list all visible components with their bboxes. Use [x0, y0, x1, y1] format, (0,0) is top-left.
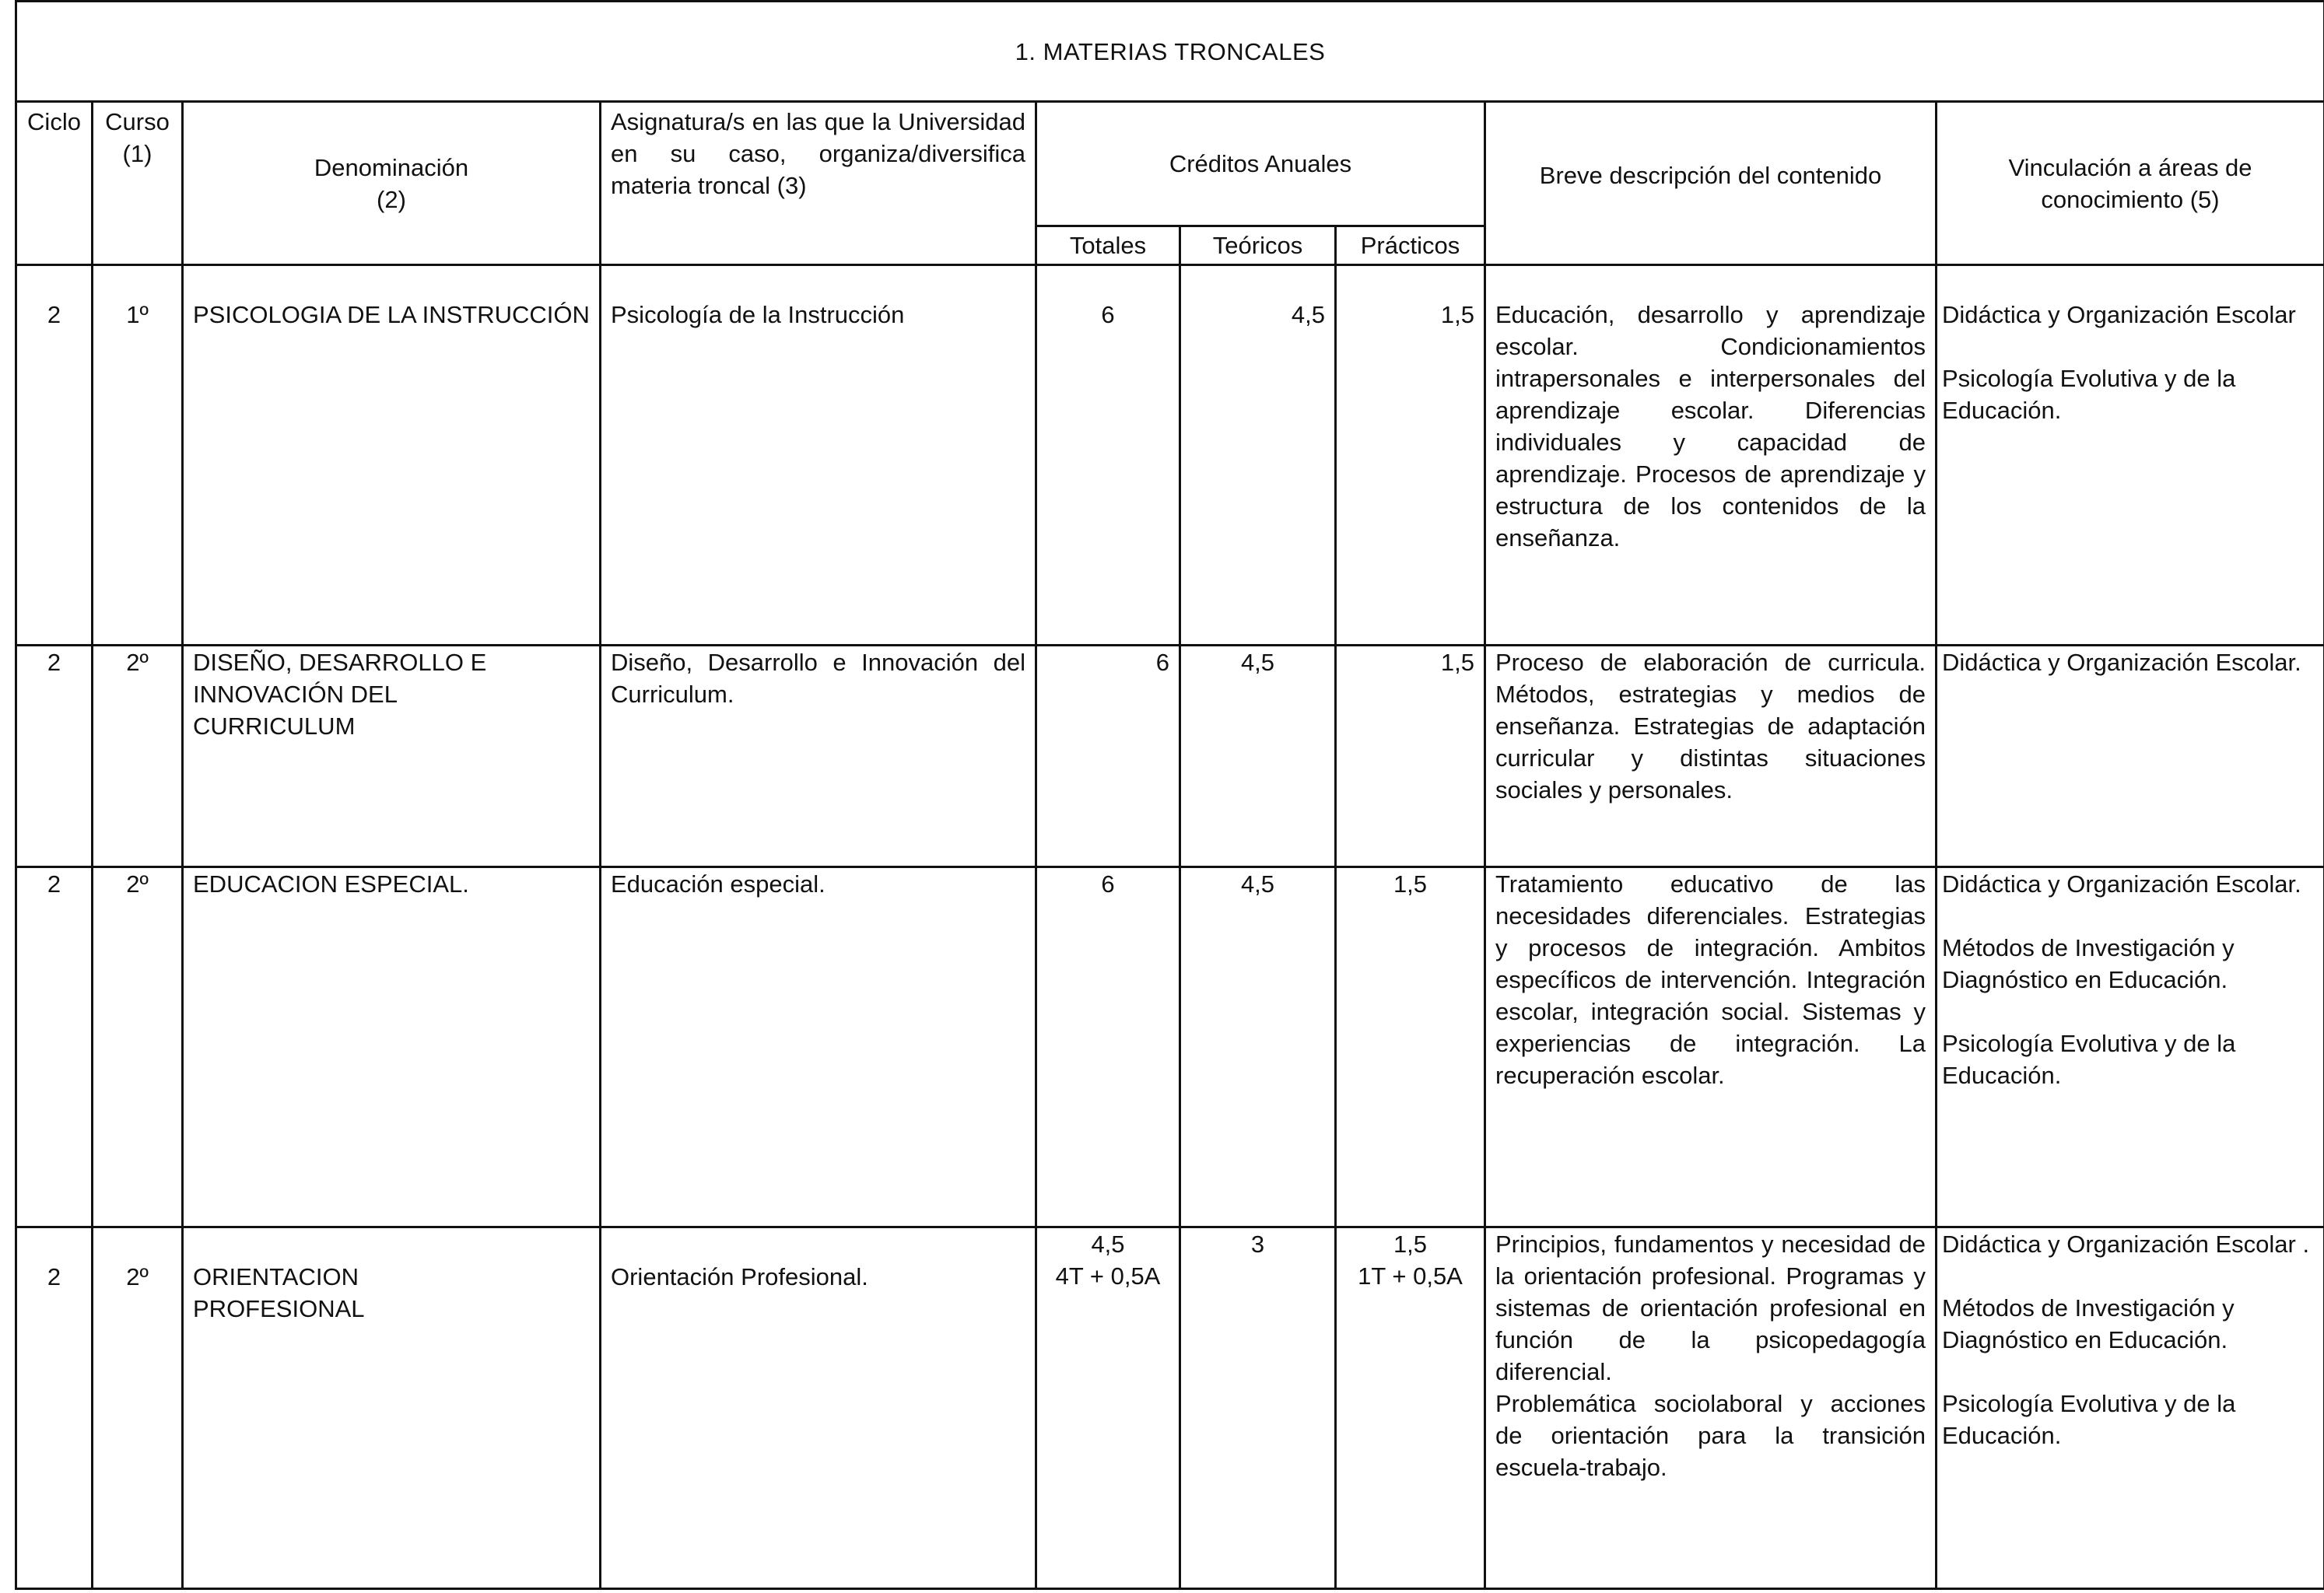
cell-denominacion: EDUCACION ESPECIAL. [183, 867, 601, 1227]
cell-ciclo: 2 [16, 1227, 93, 1589]
cell-ciclo: 2 [16, 646, 93, 867]
table-row [16, 867, 2324, 1227]
area-item: Psicología Evolutiva y de la Educación. [1942, 1030, 2236, 1089]
header-teoricos: Teóricos [1180, 226, 1336, 265]
cell-asignatura: Educación especial. [601, 867, 1036, 1227]
descripcion-part-1: Principios, fundamentos y necesidad de la orientación profesional. Programas y sistemas de orientación profesional en función de la psicopedagogía diferencial. [1495, 1231, 1926, 1385]
cell-teoricos: 4,5 [1180, 867, 1336, 1227]
area-item: Didáctica y Organización Escolar. [1942, 649, 2301, 676]
header-denominacion-label: Denominación [314, 153, 469, 181]
header-ciclo-label: Ciclo [27, 108, 81, 135]
cell-teoricos: 3 [1180, 1227, 1336, 1589]
header-curso-ref: (1) [122, 140, 152, 167]
cell-totales: 6 [1036, 867, 1180, 1227]
cell-totales: 6 [1036, 265, 1180, 646]
table-row [16, 265, 2324, 646]
table-title: 1. MATERIAS TRONCALES [16, 2, 2324, 102]
header-curso [93, 102, 183, 265]
area-item: Didáctica y Organización Escolar [1942, 301, 2296, 328]
cell-descripcion: Educación, desarrollo y aprendizaje escolar. Condicionamientos intrapersonales e interpersonales del aprendizaje escolar. Diferencias individuales y capacidad de aprendizaje. Procesos de aprendizaje y estructura de los contenidos de la enseñanza. [1485, 265, 1937, 646]
cell-descripcion: Tratamiento educativo de las necesidades diferenciales. Estrategias y procesos de integración. Ambitos específicos de intervención. Integración escolar, integración social. Sistemas y experiencias de integración. La recuperación escolar. [1485, 867, 1937, 1227]
table-row [16, 1227, 2324, 1589]
header-totales: Totales [1036, 226, 1180, 265]
cell-areas [1937, 867, 2324, 1227]
cell-denominacion: PSICOLOGIA DE LA INSTRUCCIÓN [183, 265, 601, 646]
area-item: Métodos de Investigación y Diagnóstico en Educación. [1942, 1294, 2235, 1353]
cell-denominacion: ORIENTACION PROFESIONAL [183, 1227, 601, 1589]
area-item: Didáctica y Organización Escolar. [1942, 870, 2301, 898]
materias-troncales-table [15, 0, 2324, 1590]
practicos-detail: 1T + 0,5A [1358, 1262, 1463, 1290]
table-row [16, 646, 2324, 867]
cell-descripcion: Proceso de elaboración de curricula. Métodos, estrategias y medios de enseñanza. Estrategias de adaptación curricular y distintas situaciones sociales y personales. [1485, 646, 1937, 867]
cell-asignatura: Diseño, Desarrollo e Innovación del Curriculum. [601, 646, 1036, 867]
totales-value: 4,5 [1091, 1231, 1125, 1258]
cell-curso: 2º [93, 1227, 183, 1589]
cell-areas [1937, 1227, 2324, 1589]
cell-denominacion: DISEÑO, DESARROLLO E INNOVACIÓN DEL CURRICULUM [183, 646, 601, 867]
cell-areas [1937, 646, 2324, 867]
cell-practicos: 1,5 [1336, 646, 1485, 867]
cell-totales [1036, 1227, 1180, 1589]
cell-descripcion [1485, 1227, 1937, 1589]
area-item: Psicología Evolutiva y de la Educación. [1942, 1390, 2236, 1449]
document-page [15, 0, 2323, 1590]
header-denominacion [183, 102, 601, 265]
cell-curso: 1º [93, 265, 183, 646]
cell-totales: 6 [1036, 646, 1180, 867]
cell-practicos [1336, 1227, 1485, 1589]
area-item: Didáctica y Organización Escolar . [1942, 1231, 2310, 1258]
header-denominacion-ref: (2) [377, 185, 406, 213]
header-practicos: Prácticos [1336, 226, 1485, 265]
title-row [16, 2, 2324, 102]
cell-ciclo: 2 [16, 867, 93, 1227]
cell-asignatura: Psicología de la Instrucción [601, 265, 1036, 646]
header-creditos: Créditos Anuales [1036, 102, 1485, 226]
cell-ciclo: 2 [16, 265, 93, 646]
header-vinculacion: Vinculación a áreas de conocimiento (5) [1937, 102, 2324, 265]
cell-curso: 2º [93, 646, 183, 867]
cell-practicos: 1,5 [1336, 265, 1485, 646]
header-descripcion: Breve descripción del contenido [1485, 102, 1937, 265]
cell-teoricos: 4,5 [1180, 265, 1336, 646]
cell-teoricos: 4,5 [1180, 646, 1336, 867]
area-item: Métodos de Investigación y Diagnóstico en Educación. [1942, 934, 2235, 993]
descripcion-part-2: Problemática sociolaboral y acciones de orientación para la transición escuela-trabajo. [1495, 1390, 1926, 1481]
header-asignatura: Asignatura/s en las que la Universidad en su caso, organiza/diversifica materia troncal (3) [601, 102, 1036, 265]
header-ciclo [16, 102, 93, 265]
cell-areas [1937, 265, 2324, 646]
area-item: Psicología Evolutiva y de la Educación. [1942, 365, 2236, 424]
cell-practicos: 1,5 [1336, 867, 1485, 1227]
header-row [16, 102, 2324, 226]
header-curso-label: Curso [105, 108, 170, 135]
totales-detail: 4T + 0,5A [1055, 1262, 1161, 1290]
cell-curso: 2º [93, 867, 183, 1227]
cell-asignatura: Orientación Profesional. [601, 1227, 1036, 1589]
practicos-value: 1,5 [1393, 1231, 1428, 1258]
